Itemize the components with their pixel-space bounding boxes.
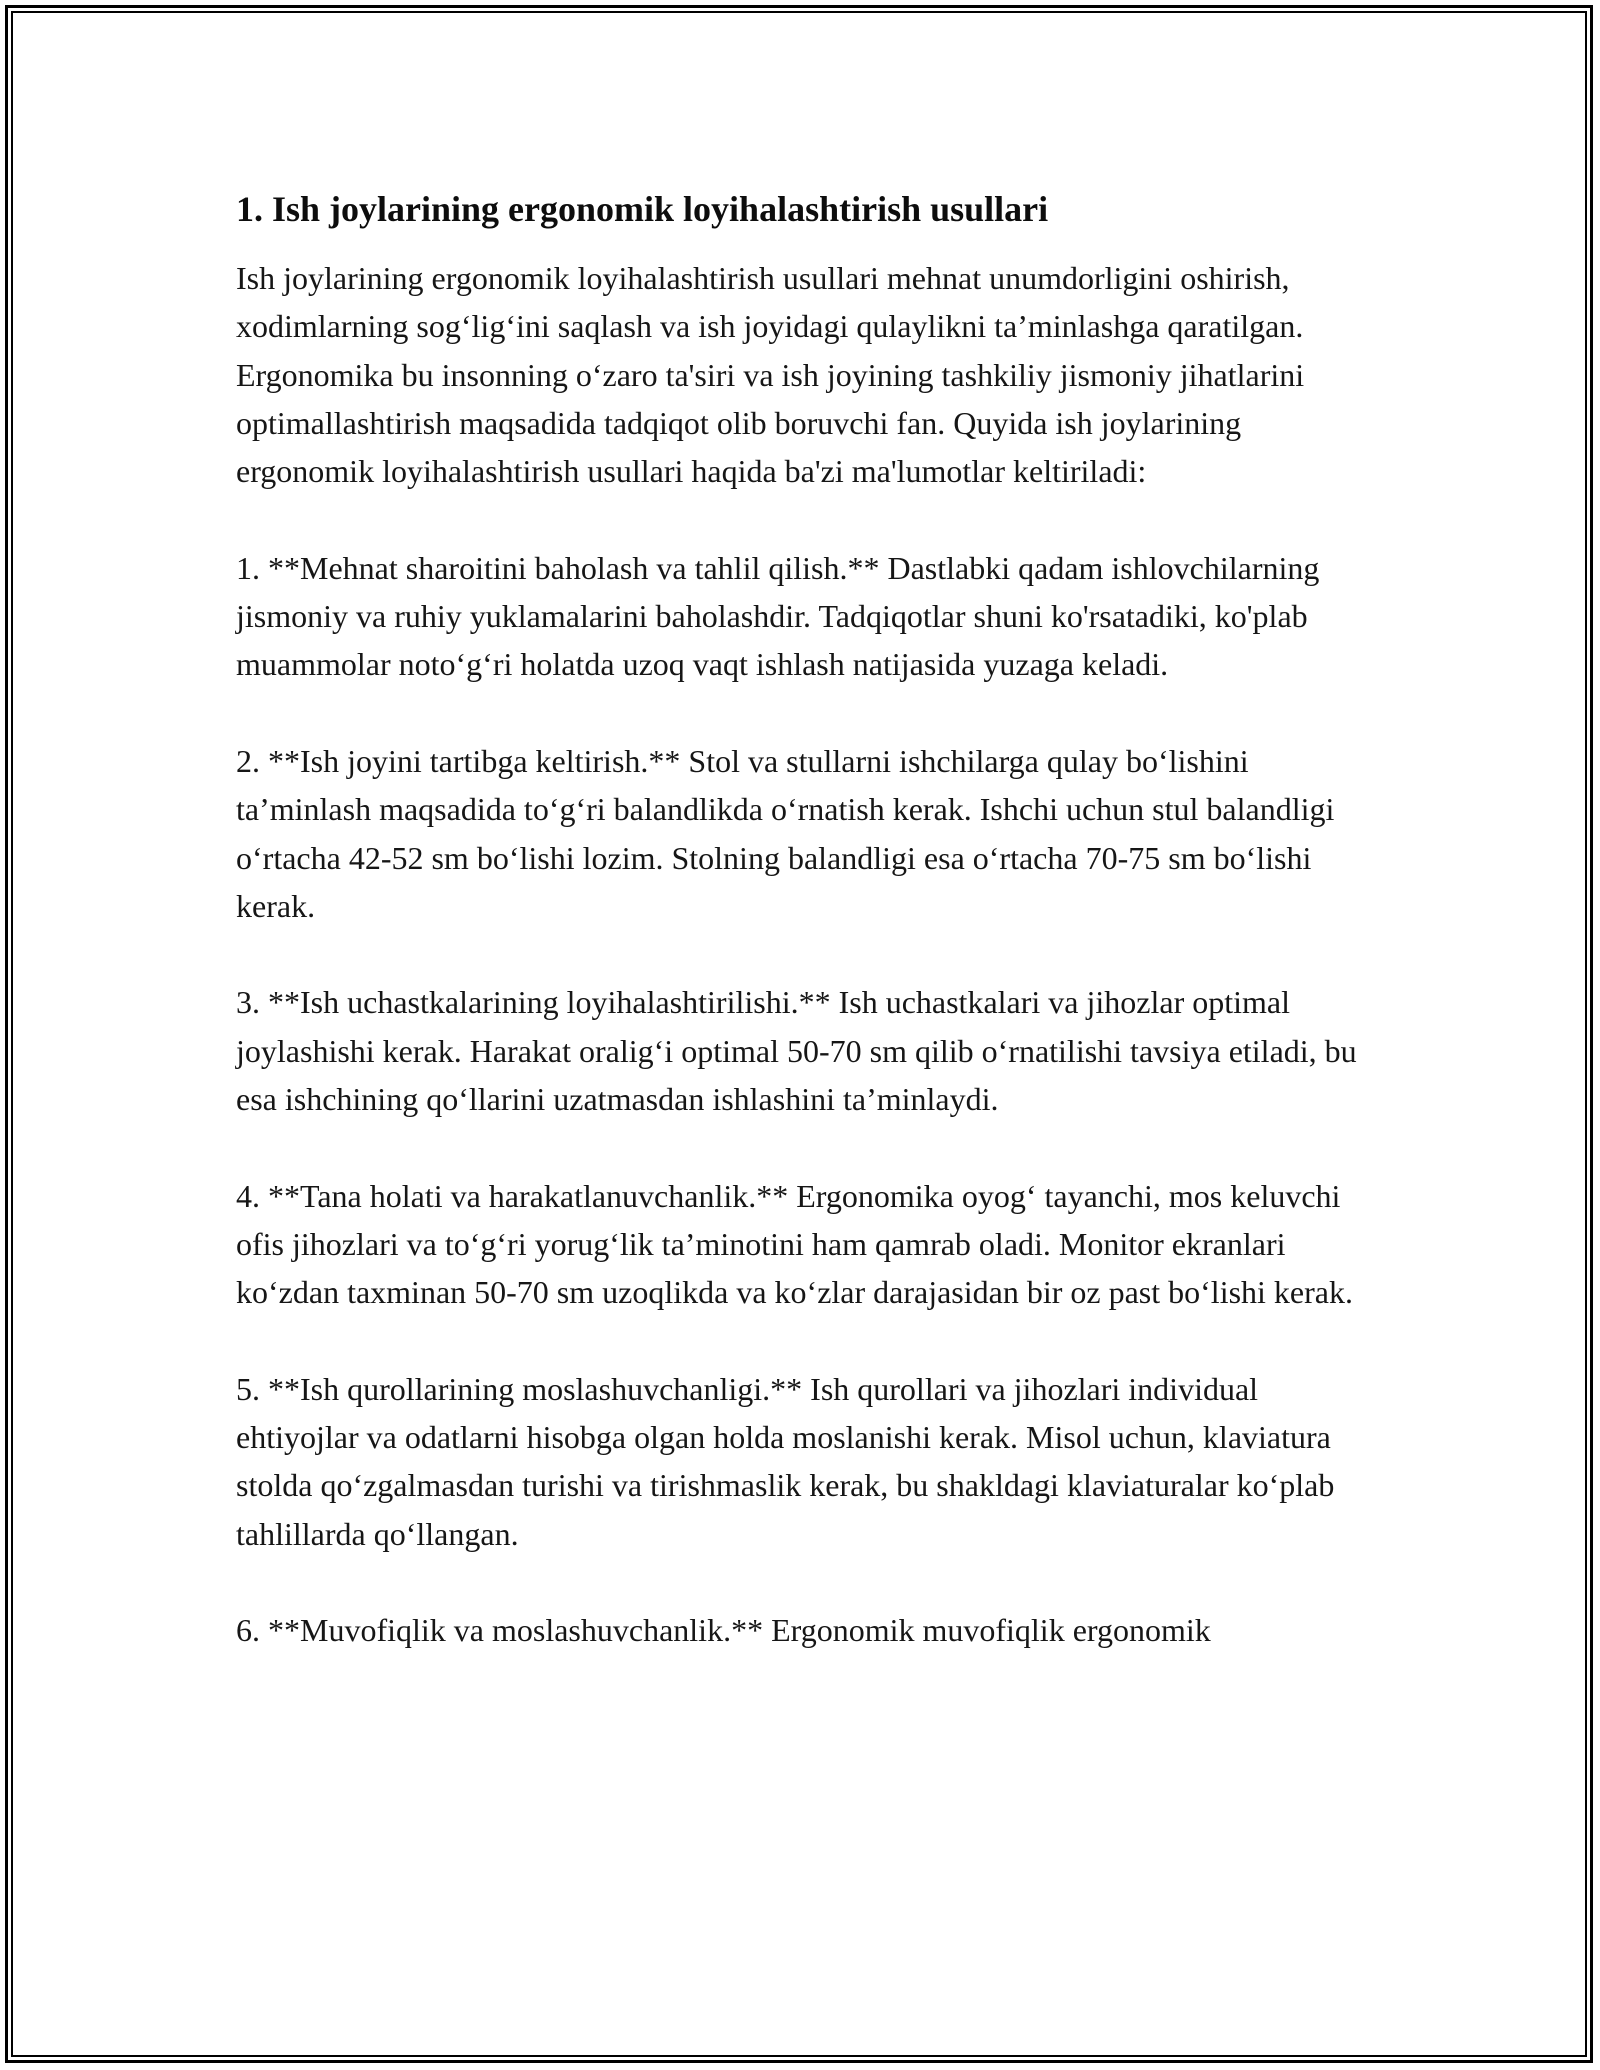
intro-paragraph: Ish joylarining ergonomik loyihalashtirish usullari mehnat unumdorligini oshirish, xodimlarning sog‘lig‘ini saqlash va ish joyidagi qulaylikni ta’minlashga qaratilgan. Ergonomika bu insonning o‘zaro ta'siri va ish joyining tashkiliy jismoniy jihatlarini optimallashtirish maqsadida tadqiqot olib boruvchi fan. Quyida ish joylarining ergonomik loyihalashtirish usullari haqida ba'zi ma'lumotlar keltiriladi: <box>236 260 1305 490</box>
list-item-3: 3. **Ish uchastkalarining loyihalashtirilishi.** Ish uchastkalari va jihozlar optimal joylashishi kerak. Harakat oralig‘i optimal 50-70 sm qilib o‘rnatilishi tavsiya etiladi, bu esa ishchining qo‘llarini uzatmasdan ishlashini ta’minlaydi. <box>236 984 1357 1118</box>
list-item-6: 6. **Muvofiqlik va moslashuvchanlik.** Ergonomik muvofiqlik ergonomik <box>236 1612 1211 1649</box>
list-item-5: 5. **Ish qurollarining moslashuvchanligi.** Ish qurollari va jihozlari individual ehtiyojlar va odatlarni hisobga olgan holda moslanishi kerak. Misol uchun, klaviatura stolda qo‘zgalmasdan turishi va tirishmaslik kerak, bu shakldagi klaviaturalar ko‘plab tahlillarda qo‘llangan. <box>236 1370 1335 1552</box>
list-item-2: 2. **Ish joyini tartibga keltirish.** Stol va stullarni ishchilarga qulay bo‘lishini ta’minlash maqsadida to‘g‘ri balandlikda o‘rnatish kerak. Ishchi uchun stul balandligi o‘rtacha 42-52 sm bo‘lishi lozim. Stolning balandligi esa o‘rtacha 70-75 sm bo‘lishi kerak. <box>236 742 1335 924</box>
list-item-4: 4. **Tana holati va harakatlanuvchanlik.** Ergonomika oyog‘ tayanchi, mos keluvchi ofis jihozlari va to‘g‘ri yorug‘lik ta’minotini ham qamrab oladi. Monitor ekranlari ko‘zdan taxminan 50-70 sm uzoqlikda va ko‘zlar darajasidan bir oz past bo‘lishi kerak. <box>236 1177 1353 1311</box>
section-heading: 1. Ish joylarining ergonomik loyihalashtirish usullari <box>236 189 1049 229</box>
list-item-1: 1. **Mehnat sharoitini baholash va tahlil qilish.** Dastlabki qadam ishlovchilarning jismoniy va ruhiy yuklamalarini baholashdir. Tadqiqotlar shuni ko'rsatadiki, ko'plab muammolar noto‘g‘ri holatda uzoq vaqt ishlash natijasida yuzaga keladi. <box>236 549 1320 683</box>
document-body <box>236 186 1376 1703</box>
